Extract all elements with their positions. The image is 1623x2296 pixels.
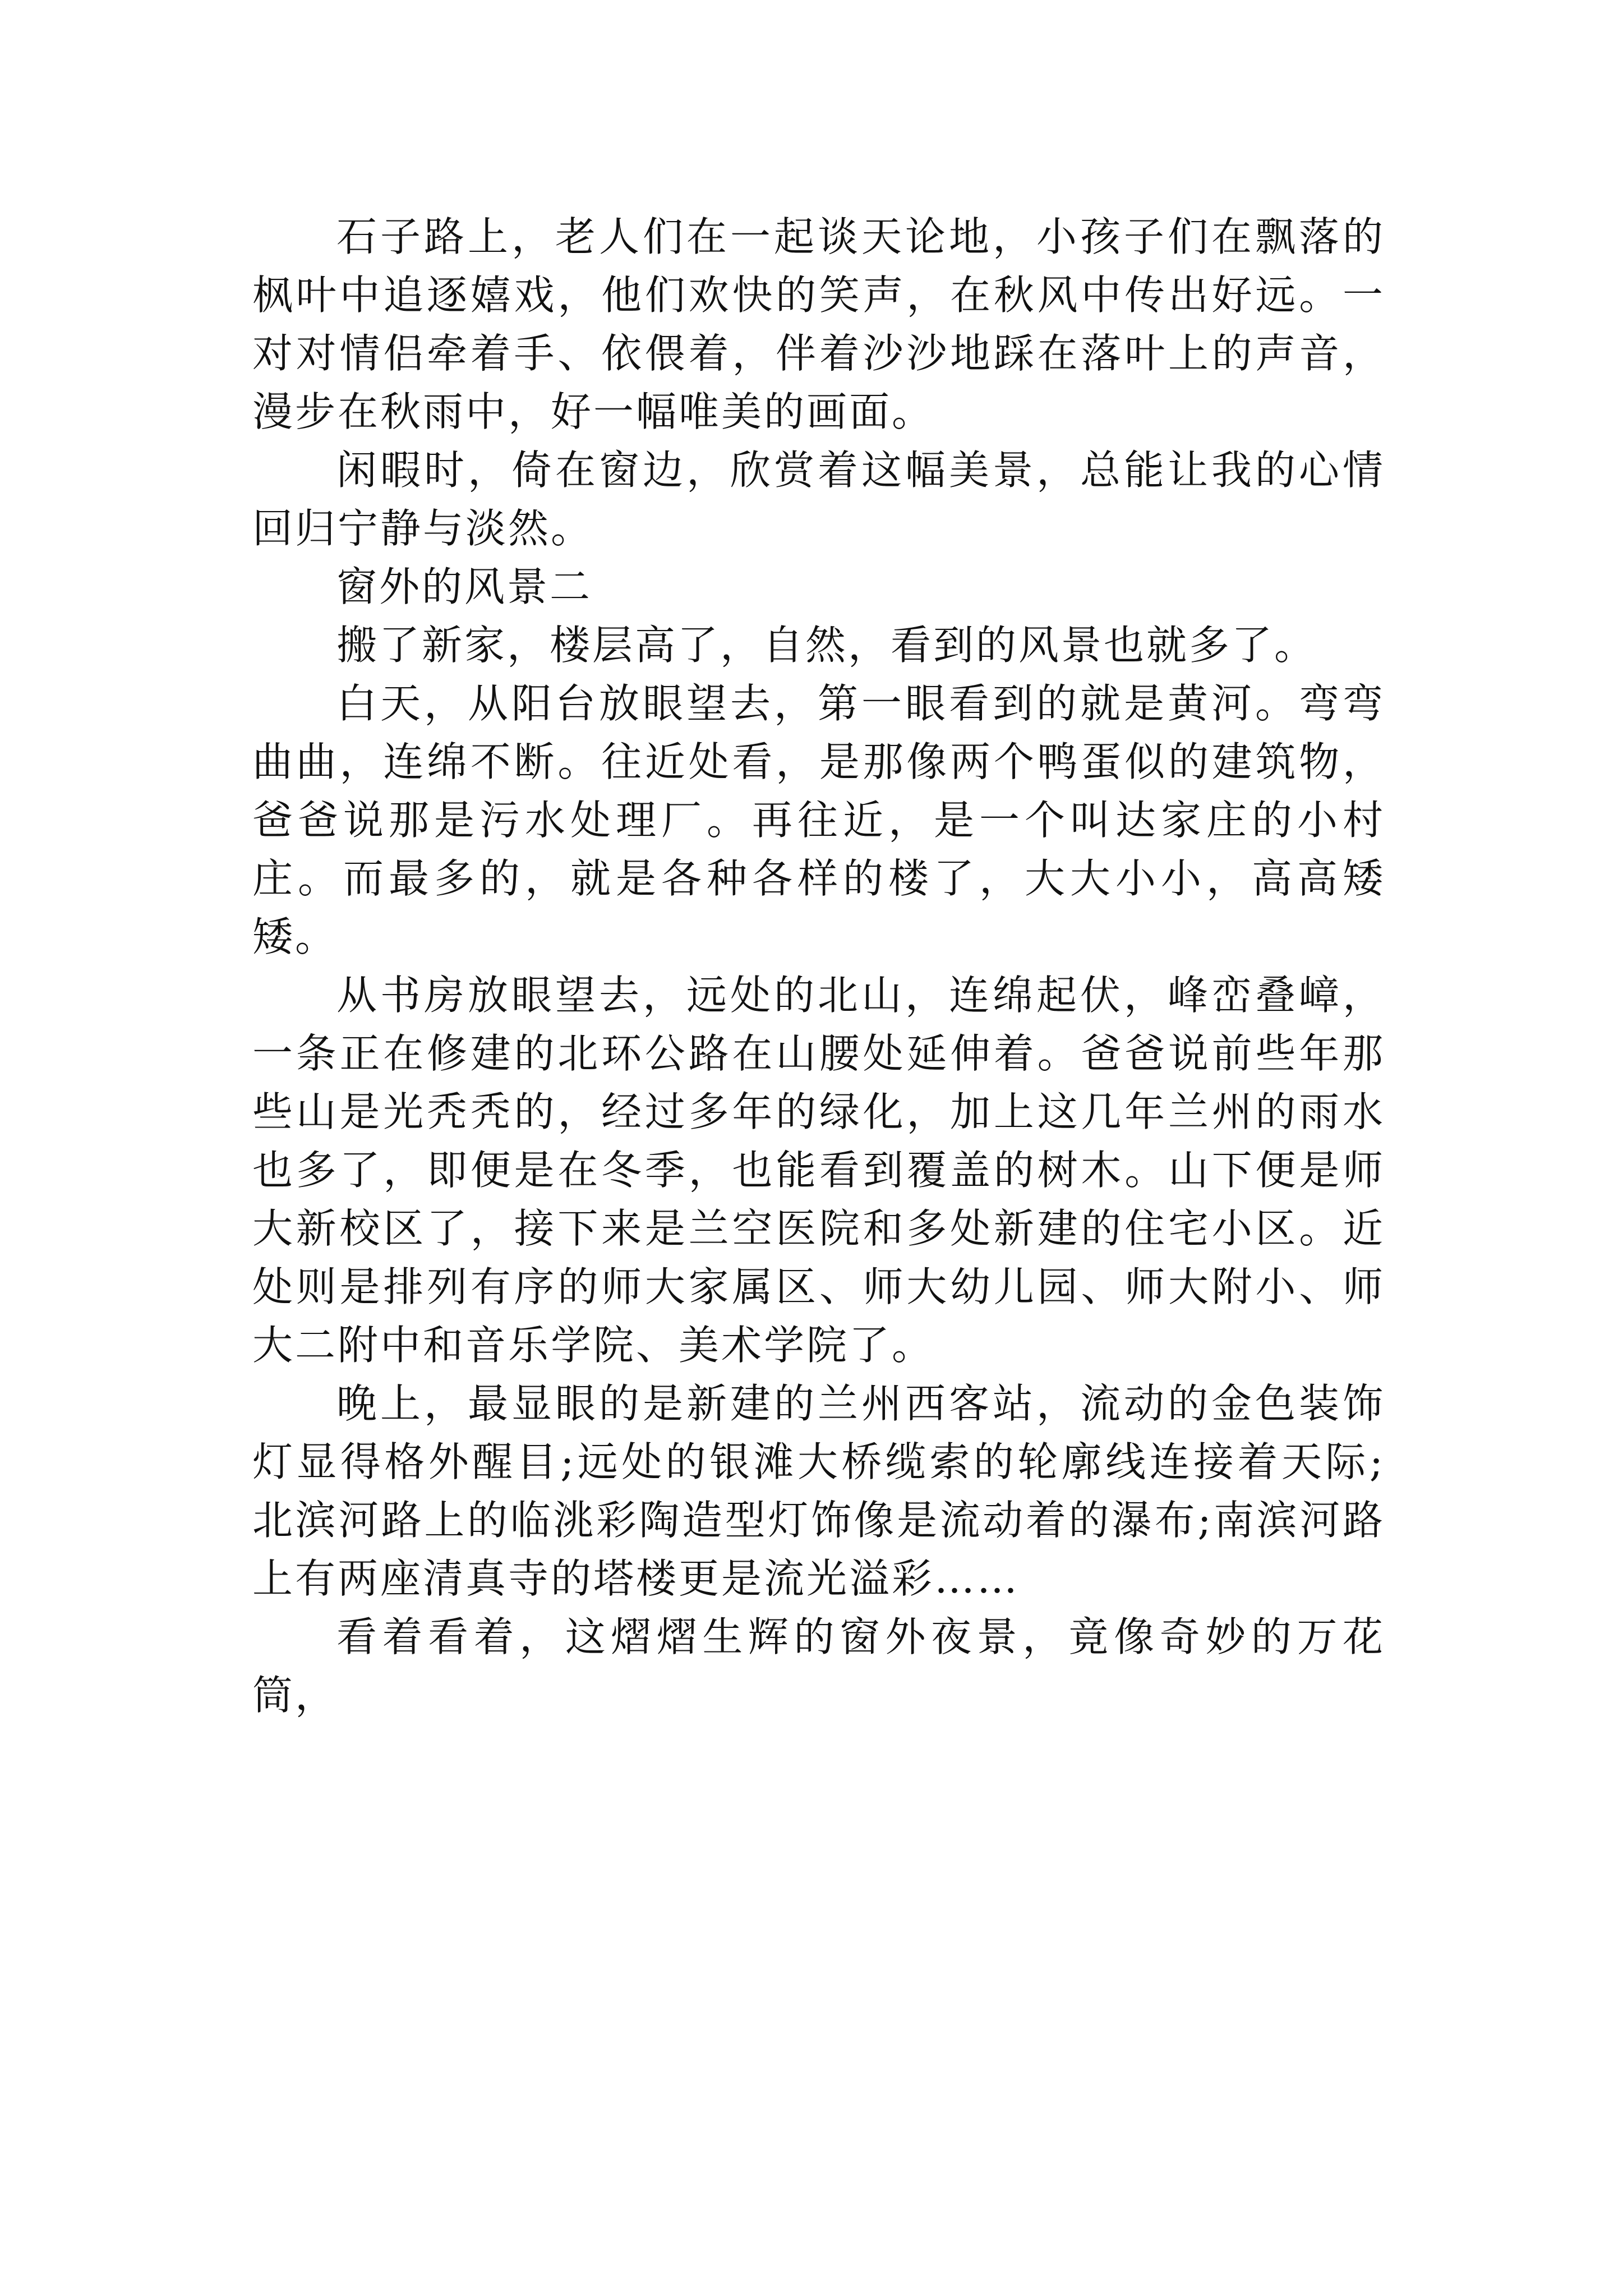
paragraph-daytime-balcony: 白天，从阳台放眼望去，第一眼看到的就是黄河。弯弯曲曲，连绵不断。往近处看，是那像两个鸭蛋似的建筑物，爸爸说那是污水处理厂。再往近，是一个叫达家庄的小村庄。而最多的，就是各种各样的楼了，大大小小，高高矮矮。 <box>252 680 1385 960</box>
section-heading: 窗外的风景二 <box>336 563 593 610</box>
paragraph-autumn-scene: 石子路上，老人们在一起谈天论地，小孩子们在飘落的枫叶中追逐嬉戏，他们欢快的笑声，在秋风中传出好远。一对对情侣牵着手、依偎着，伴着沙沙地踩在落叶上的声音，漫步在秋雨中，好一幅唯美的画面。 <box>252 213 1385 435</box>
paragraph-study-view: 从书房放眼望去，远处的北山，连绵起伏，峰峦叠嶂，一条正在修建的北环公路在山腰处延伸着。爸爸说前些年那些山是光秃秃的，经过多年的绿化，加上这几年兰州的雨水也多了，即便是在冬季，也能看到覆盖的树木。山下便是师大新校区了，接下来是兰空医院和多处新建的住宅小区。近处则是排列有序的师大家属区、师大幼儿园、师大附小、师大二附中和音乐学院、美术学院了。 <box>252 972 1385 1369</box>
paragraph-new-home: 搬了新家，楼层高了，自然，看到的风景也就多了。 <box>336 622 1317 669</box>
paragraph-kaleidoscope: 看着看着，这熠熠生辉的窗外夜景，竟像奇妙的万花筒， <box>252 1613 1385 1719</box>
paragraph-leisure: 闲暇时，倚在窗边，欣赏着这幅美景，总能让我的心情回归宁静与淡然。 <box>252 447 1385 552</box>
document-body <box>252 208 1385 1724</box>
paragraph-night-view: 晚上，最显眼的是新建的兰州西客站，流动的金色装饰灯显得格外醒目;远处的银滩大桥缆索的轮廓线连接着天际;北滨河路上的临洮彩陶造型灯饰像是流动着的瀑布;南滨河路上有两座清真寺的塔楼更是流光溢彩…… <box>252 1380 1385 1602</box>
